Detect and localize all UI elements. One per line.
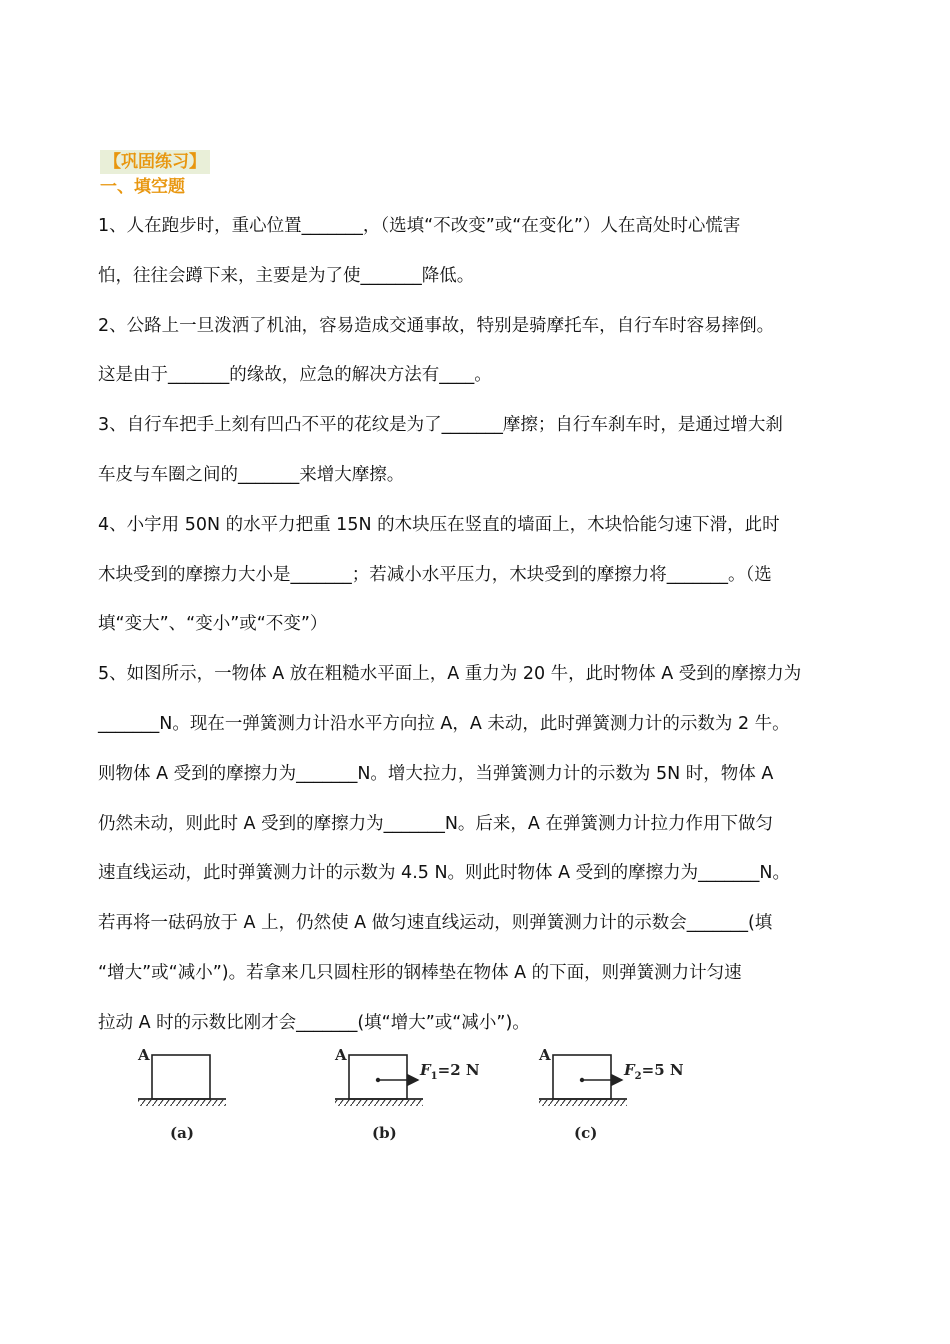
figure-caption: (b) bbox=[372, 1124, 397, 1142]
block-a bbox=[349, 1055, 407, 1099]
ground-hatch bbox=[539, 1100, 627, 1106]
block-label: A bbox=[335, 1046, 347, 1064]
section-title: 一、填空题 bbox=[100, 177, 185, 197]
force-symbol: F bbox=[420, 1061, 431, 1079]
force-symbol: F bbox=[624, 1061, 635, 1079]
question-line: 3、自行车把手上刻有凹凸不平的花纹是为了_______摩擦；自行车刹车时，是通过增大刹 bbox=[98, 415, 783, 436]
question-line: 木块受到的摩擦力大小是_______；若减小水平压力，木块受到的摩擦力将_______。（选 bbox=[98, 564, 772, 585]
diagram-panel-a bbox=[137, 1046, 226, 1142]
question-2 bbox=[98, 302, 858, 402]
force-label bbox=[419, 1061, 480, 1082]
force-label bbox=[623, 1061, 684, 1082]
question-line: 车皮与车圈之间的_______来增大摩擦。 bbox=[98, 464, 405, 485]
question-line: 填“变大”、“变小”或“不变”） bbox=[98, 614, 328, 635]
question-line: 1、人在跑步时，重心位置_______，（选填“不改变”或“在变化”）人在高处时心慌害 bbox=[98, 216, 741, 236]
force-subscript: 2 bbox=[634, 1071, 642, 1082]
ground-hatch bbox=[335, 1100, 423, 1106]
question-line: 5、如图所示，一物体 A 放在粗糙水平面上，A 重力为 20 牛，此时物体 A 受到的摩擦力为 bbox=[98, 664, 802, 685]
question-line: 这是由于_______的缘故，应急的解决方法有____。 bbox=[98, 365, 492, 386]
question-line: _______N。现在一弹簧测力计沿水平方向拉 A，A 未动，此时弹簧测力计的示数为 2 牛。 bbox=[98, 713, 790, 734]
block-label: A bbox=[539, 1046, 551, 1064]
block-a bbox=[553, 1055, 611, 1099]
diagram-panel-c bbox=[538, 1046, 684, 1142]
question-line: 仍然未动，则此时 A 受到的摩擦力为_______N。后来，A 在弹簧测力计拉力作用下做匀 bbox=[98, 813, 773, 834]
question-line: 4、小宇用 50N 的水平力把重 15N 的木块压在竖直的墙面上，木块恰能匀速下滑，此时 bbox=[98, 514, 780, 535]
question-line: 拉动 A 时的示数比刚才会_______(填“增大”或“减小”)。 bbox=[98, 1012, 530, 1033]
question-line: 速直线运动，此时弹簧测力计的示数为 4.5 N。则此时物体 A 受到的摩擦力为_______N。 bbox=[98, 863, 790, 884]
question-line: 2、公路上一旦泼洒了机油，容易造成交通事故，特别是骑摩托车，自行车时容易摔倒。 bbox=[98, 315, 775, 336]
force-diagrams bbox=[130, 1040, 690, 1150]
question-line: 若再将一砝码放于 A 上，仍然使 A 做匀速直线运动，则弹簧测力计的示数会_______(填 bbox=[98, 913, 773, 934]
figure-caption: (a) bbox=[170, 1124, 194, 1142]
question-line: 则物体 A 受到的摩擦力为_______N。增大拉力，当弹簧测力计的示数为 5N 时，物体 A bbox=[98, 763, 774, 784]
question-5 bbox=[98, 650, 858, 1048]
question-4 bbox=[98, 501, 858, 650]
block-label: A bbox=[138, 1046, 150, 1064]
question-1 bbox=[98, 202, 858, 302]
force-value: =5 N bbox=[641, 1061, 684, 1079]
question-line: 怕，往往会蹲下来，主要是为了使_______降低。 bbox=[98, 265, 475, 286]
question-list bbox=[98, 202, 858, 1049]
figure-caption: (c) bbox=[574, 1124, 598, 1142]
section-label: 【巩固练习】 bbox=[100, 150, 210, 174]
force-diagram-svg bbox=[130, 1040, 690, 1150]
ground-hatch bbox=[138, 1100, 226, 1106]
diagram-panel-b bbox=[334, 1046, 480, 1142]
block-a bbox=[152, 1055, 210, 1099]
question-line: “增大”或“减小”)。若拿来几只圆柱形的钢棒垫在物体 A 的下面，则弹簧测力计匀速 bbox=[98, 962, 742, 983]
force-value: =2 N bbox=[437, 1061, 480, 1079]
question-3 bbox=[98, 401, 858, 501]
force-subscript: 1 bbox=[430, 1071, 438, 1082]
